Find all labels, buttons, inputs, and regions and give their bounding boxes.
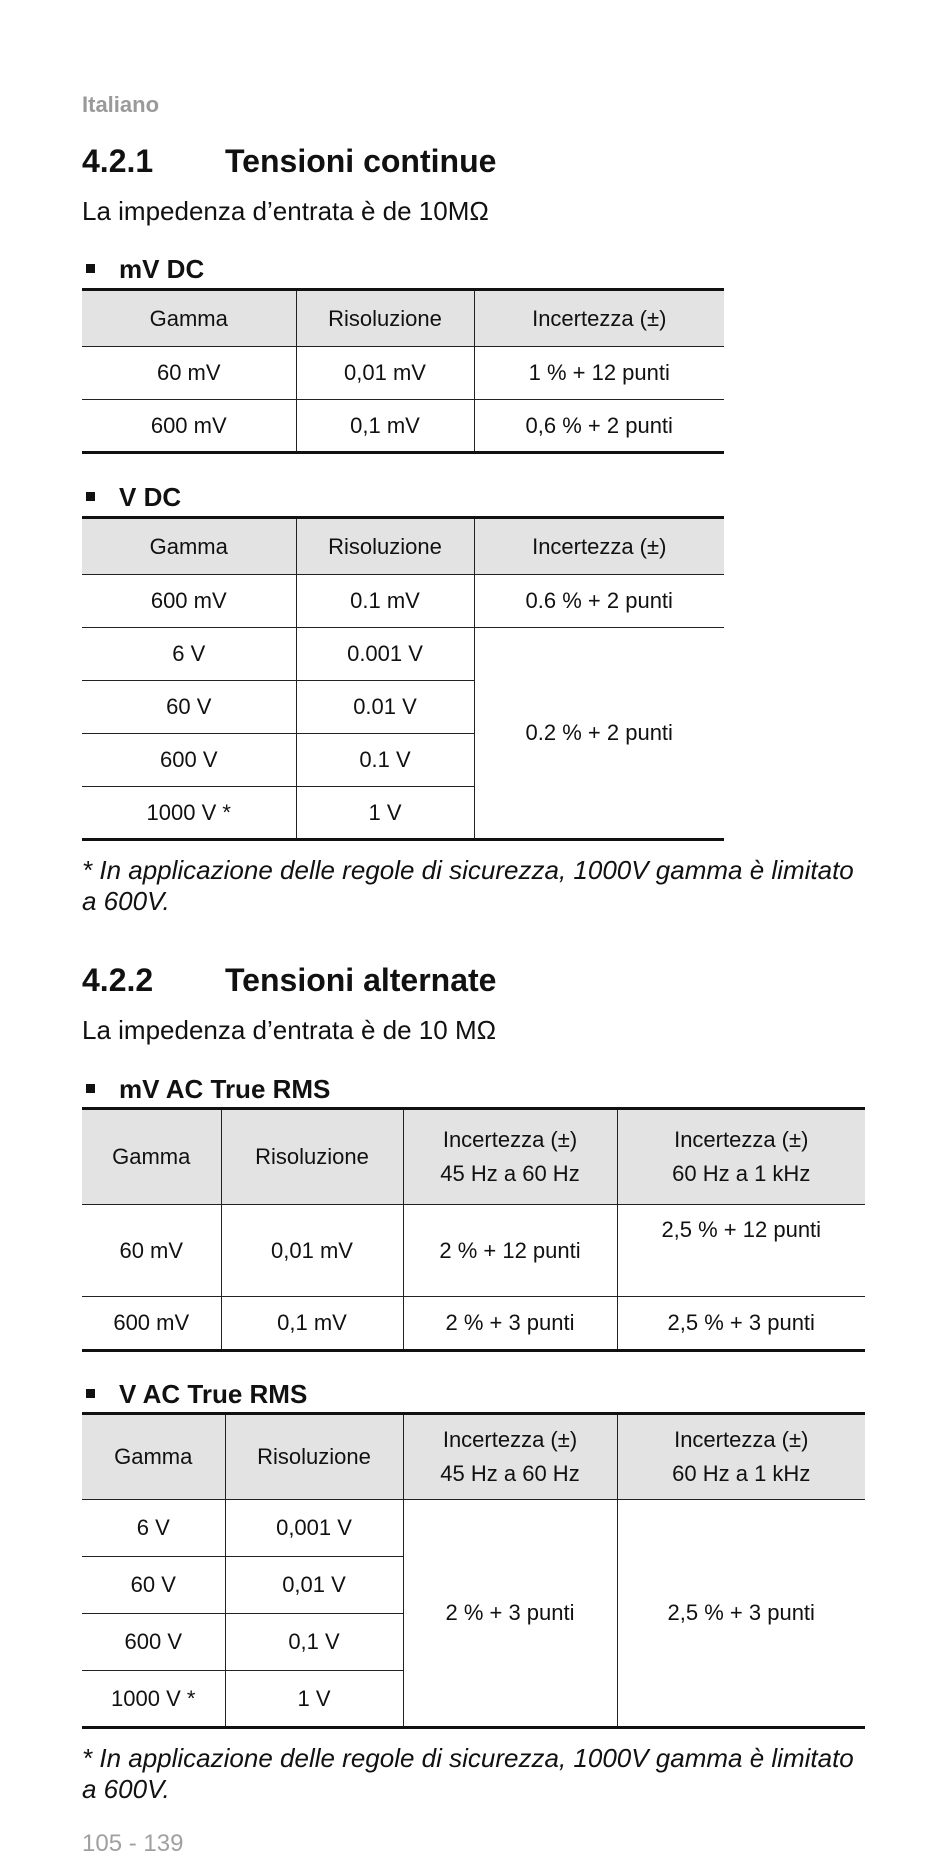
cell: 0,001 V — [225, 1500, 403, 1557]
cell: 2,5 % + 12 punti — [617, 1205, 865, 1297]
bullet-icon — [86, 1084, 95, 1093]
bullet-icon — [86, 264, 95, 273]
cell: 0.001 V — [296, 628, 474, 681]
cell-merged: 2,5 % + 3 punti — [617, 1500, 865, 1728]
v-dc-table — [82, 516, 724, 841]
col-header: Risoluzione — [296, 518, 474, 575]
cell: 2 % + 12 punti — [403, 1205, 617, 1297]
subsection-heading-mv-dc: mV DC — [82, 254, 204, 285]
cell: 60 mV — [82, 1205, 221, 1297]
table-row — [82, 347, 724, 400]
cell: 600 V — [82, 734, 296, 787]
v-ac-table — [82, 1412, 865, 1729]
page-number: 105 - 139 — [82, 1830, 184, 1857]
cell: 0,6 % + 2 punti — [474, 400, 724, 453]
cell: 0,01 mV — [221, 1205, 403, 1297]
safety-note: * In applicazione delle regole di sicurezza, 1000V gamma è limitato a 600V. — [82, 1743, 854, 1804]
cell: 60 V — [82, 1557, 225, 1614]
cell: 0,1 mV — [296, 400, 474, 453]
col-header: Incertezza (±) 60 Hz a 1 kHz — [617, 1414, 865, 1500]
cell: 1 V — [296, 787, 474, 840]
cell-merged: 2 % + 3 punti — [403, 1500, 617, 1728]
cell: 1 V — [225, 1671, 403, 1728]
subsection-heading-mv-ac: mV AC True RMS — [82, 1074, 330, 1105]
cell: 0,1 mV — [221, 1297, 403, 1351]
cell: 6 V — [82, 1500, 225, 1557]
cell: 600 mV — [82, 400, 296, 453]
col-header: Incertezza (±) — [474, 518, 724, 575]
table-row — [82, 628, 724, 681]
col-header: Incertezza (±) 45 Hz a 60 Hz — [403, 1414, 617, 1500]
subsection-heading-v-ac: V AC True RMS — [82, 1379, 307, 1410]
col-header: Risoluzione — [225, 1414, 403, 1500]
table-row — [82, 400, 724, 453]
section-title: Tensioni continue — [225, 143, 497, 179]
table-row — [82, 1297, 865, 1351]
table-row — [82, 1500, 865, 1557]
bullet-icon — [86, 492, 95, 501]
table-row — [82, 1205, 865, 1297]
cell: 60 mV — [82, 347, 296, 400]
col-header: Incertezza (±) 60 Hz a 1 kHz — [617, 1109, 865, 1205]
cell-merged: 0.2 % + 2 punti — [474, 628, 724, 840]
impedance-text: La impedenza d’entrata è de 10MΩ — [82, 196, 489, 226]
cell: 600 V — [82, 1614, 225, 1671]
cell: 0,01 V — [225, 1557, 403, 1614]
section-number: 4.2.1 — [82, 143, 154, 179]
cell: 0.01 V — [296, 681, 474, 734]
mv-dc-table — [82, 288, 724, 454]
col-header: Risoluzione — [296, 290, 474, 347]
cell: 0,1 V — [225, 1614, 403, 1671]
cell: 0,01 mV — [296, 347, 474, 400]
cell: 0.6 % + 2 punti — [474, 575, 724, 628]
cell: 1000 V * — [82, 1671, 225, 1728]
cell: 6 V — [82, 628, 296, 681]
cell: 2 % + 3 punti — [403, 1297, 617, 1351]
col-header: Gamma — [82, 1414, 225, 1500]
cell: 600 mV — [82, 575, 296, 628]
cell: 2,5 % + 3 punti — [617, 1297, 865, 1351]
subsection-heading-v-dc: V DC — [82, 482, 181, 513]
col-header: Gamma — [82, 290, 296, 347]
col-header: Risoluzione — [221, 1109, 403, 1205]
section-heading-ac — [82, 962, 496, 999]
col-header: Gamma — [82, 518, 296, 575]
cell: 0.1 V — [296, 734, 474, 787]
bullet-icon — [86, 1389, 95, 1398]
col-header: Gamma — [82, 1109, 221, 1205]
cell: 600 mV — [82, 1297, 221, 1351]
section-title: Tensioni alternate — [225, 962, 497, 998]
col-header: Incertezza (±) — [474, 290, 724, 347]
language-label: Italiano — [82, 92, 160, 117]
section-heading-dc — [82, 143, 496, 180]
cell: 1000 V * — [82, 787, 296, 840]
section-number: 4.2.2 — [82, 962, 154, 998]
impedance-text: La impedenza d’entrata è de 10 MΩ — [82, 1015, 497, 1045]
cell: 0.1 mV — [296, 575, 474, 628]
cell: 1 % + 12 punti — [474, 347, 724, 400]
mv-ac-table — [82, 1107, 865, 1352]
safety-note: * In applicazione delle regole di sicurezza, 1000V gamma è limitato a 600V. — [82, 855, 854, 916]
table-row — [82, 575, 724, 628]
cell: 60 V — [82, 681, 296, 734]
col-header: Incertezza (±) 45 Hz a 60 Hz — [403, 1109, 617, 1205]
